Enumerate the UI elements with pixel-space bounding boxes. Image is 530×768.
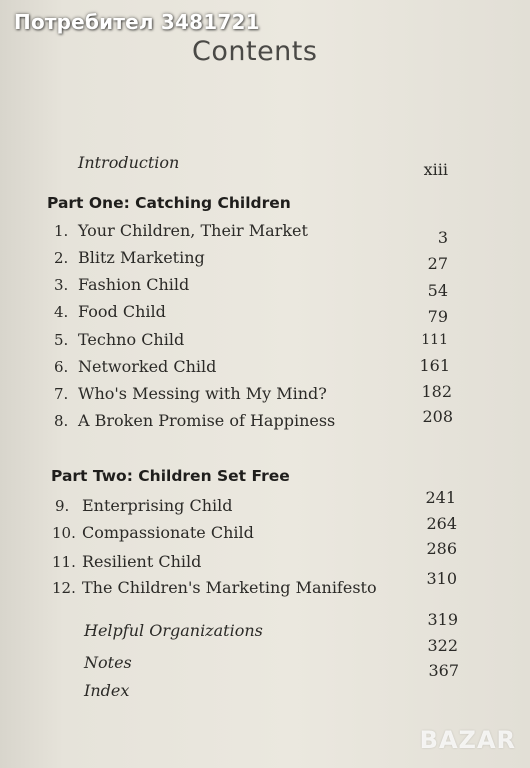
toc-number: 12.: [52, 579, 76, 597]
toc-number: 6.: [54, 358, 69, 376]
toc-page-number: 322: [427, 636, 458, 655]
toc-page-number: 286: [426, 539, 457, 558]
toc-page-number: 54: [427, 281, 448, 300]
toc-back-matter: Notes: [84, 653, 132, 672]
toc-label: A Broken Promise of Happiness: [78, 411, 336, 430]
toc-label: The Children's Marketing Manifesto: [82, 578, 377, 597]
toc-label: Techno Child: [78, 330, 185, 349]
toc-label: Your Children, Their Market: [78, 221, 308, 240]
watermark-logo: BAZAR: [419, 726, 516, 754]
toc-label: Food Child: [78, 302, 166, 321]
toc-introduction: [78, 154, 179, 172]
toc-number: 7.: [54, 385, 69, 403]
toc-label: Compassionate Child: [82, 523, 254, 542]
toc-page-number: 310: [426, 569, 457, 588]
toc-page-number: 182: [421, 382, 452, 401]
toc-page-number: 3: [437, 228, 448, 247]
toc-number: 10.: [52, 524, 76, 542]
toc-number: 1.: [54, 222, 69, 240]
toc-page-number: 367: [428, 661, 459, 680]
part-one-heading: Part One: Catching Children: [47, 194, 291, 212]
toc-page-number: 264: [426, 514, 457, 533]
toc-label: Resilient Child: [82, 552, 202, 571]
toc-page-number: 79: [427, 307, 448, 326]
toc-number: 4.: [54, 303, 69, 321]
toc-page-number: 161: [419, 356, 450, 375]
toc-label: Blitz Marketing: [78, 248, 205, 267]
toc-page-number: 27: [427, 254, 448, 273]
page-title: Contents: [192, 36, 318, 67]
toc-label: Enterprising Child: [82, 496, 233, 515]
toc-number: 11.: [52, 553, 76, 571]
toc-label: Introduction: [78, 153, 180, 172]
seller-tag: Потребител 3481721: [14, 10, 260, 34]
toc-number: 9.: [55, 497, 70, 515]
toc-number: 5.: [54, 331, 69, 349]
toc-back-matter: Index: [84, 681, 130, 700]
toc-page-number: 208: [422, 407, 453, 426]
toc-page-number: xiii: [423, 160, 448, 179]
toc-page-number: 319: [427, 610, 458, 629]
part-two-heading: Part Two: Children Set Free: [51, 467, 290, 485]
toc-label: Networked Child: [78, 357, 217, 376]
toc-number: 3.: [54, 276, 69, 294]
toc-number: 2.: [54, 249, 69, 267]
toc-back-matter: Helpful Organizations: [84, 621, 263, 640]
toc-page-number: 111: [421, 332, 448, 348]
toc-page-number: 241: [425, 488, 456, 507]
toc-label: Who's Messing with My Mind?: [78, 384, 327, 403]
toc-label: Fashion Child: [78, 275, 190, 294]
toc-number: 8.: [54, 412, 69, 430]
